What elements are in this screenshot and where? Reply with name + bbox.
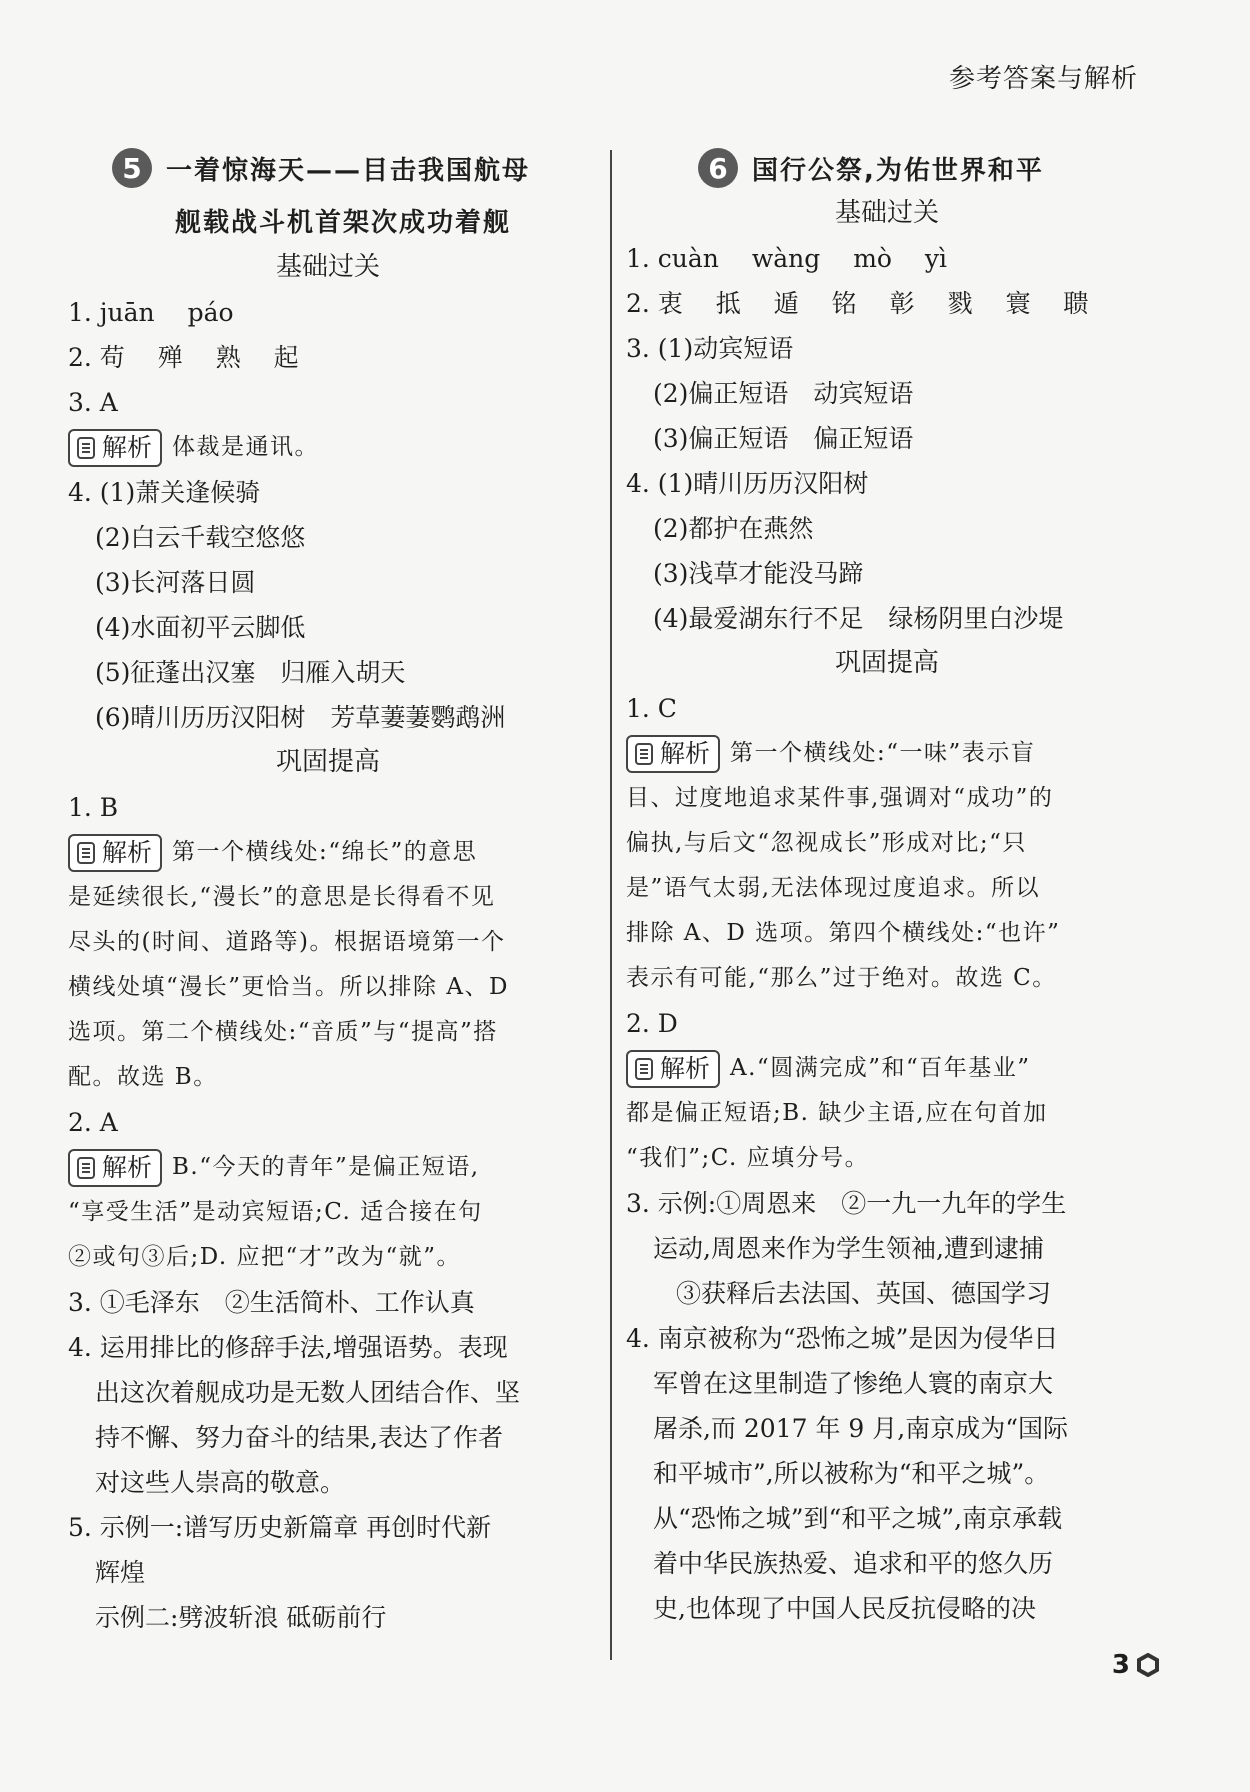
- explanation-line: “享受生活”是动宾短语;C. 适合接在句: [68, 1199, 483, 1225]
- answer-line: 2. 苟 殚 熟 起: [68, 343, 299, 372]
- left-column: [68, 145, 588, 1640]
- explanation-label: 解析: [102, 1153, 153, 1182]
- answer-line: 和平城市”,所以被称为“和平之城”。: [653, 1459, 1050, 1488]
- answer-line: (2)都护在燕然: [653, 514, 814, 543]
- answer-line: (6)晴川历历汉阳树 芳草萋萋鹦鹉洲: [95, 703, 506, 732]
- explanation-line: [68, 425, 588, 470]
- notepad-icon: [634, 1057, 654, 1081]
- answer-line: 史,也体现了中国人民反抗侵略的决: [653, 1594, 1036, 1623]
- answer-line: 3. 示例:①周恩来 ②一九一九年的学生: [626, 1189, 1067, 1218]
- explanation-text: 第一个横线处:“绵长”的意思: [172, 839, 478, 865]
- explanation-line: [68, 1145, 588, 1190]
- explanation-line: [626, 1046, 1148, 1091]
- explanation-line: [68, 830, 588, 875]
- page-header: 参考答案与解析: [948, 64, 1138, 94]
- explanation-label: 解析: [660, 1054, 711, 1083]
- answer-line: (5)征蓬出汉塞 归雁入胡天: [95, 658, 406, 687]
- explanation-line: 都是偏正短语;B. 缺少主语,应在句首加: [626, 1100, 1048, 1126]
- answer-line: 4. 南京被称为“恐怖之城”是因为侵华日: [626, 1324, 1059, 1353]
- explanation-line: “我们”;C. 应填分号。: [626, 1145, 870, 1171]
- lesson-number-badge: 5: [112, 148, 152, 188]
- section-heading-basic: 基础过关: [834, 198, 939, 228]
- explanation-tag: [68, 1149, 162, 1187]
- answer-line: 辉煌: [95, 1558, 146, 1587]
- column-divider: [610, 150, 612, 1660]
- explanation-line: 偏执,与后文“忽视成长”形成对比;“只: [626, 830, 1027, 856]
- page-number: [1112, 1650, 1160, 1680]
- answer-line: 4. 运用排比的修辞手法,增强语势。表现: [68, 1333, 508, 1362]
- answer-line: 1. cuàn wàng mò yì: [626, 244, 948, 273]
- answer-line: 军曾在这里制造了惨绝人寰的南京大: [653, 1369, 1054, 1398]
- explanation-line: 是”语气太弱,无法体现过度追求。所以: [626, 875, 1041, 901]
- answer-line: (4)水面初平云脚低: [95, 613, 306, 642]
- answer-line: ③获释后去法国、英国、德国学习: [676, 1279, 1052, 1308]
- answer-line: (3)浅草才能没马蹄: [653, 559, 864, 588]
- explanation-label: 解析: [102, 433, 153, 462]
- answer-line: 2. 衷 抵 遁 铭 彰 戮 寰 聩: [626, 289, 1089, 318]
- answer-line: 运动,周恩来作为学生领袖,遭到逮捕: [653, 1234, 1044, 1263]
- page-number-text: 3: [1111, 1650, 1130, 1680]
- explanation-line: 横线处填“漫长”更恰当。所以排除 A、D: [68, 974, 509, 1000]
- notepad-icon: [76, 1156, 96, 1180]
- answer-line: 4. (1)萧关逢候骑: [68, 478, 261, 507]
- answer-line: 着中华民族热爱、追求和平的悠久历: [653, 1549, 1054, 1578]
- answer-line: 从“恐怖之城”到“和平之城”,南京承载: [653, 1504, 1063, 1533]
- explanation-line: ②或句③后;D. 应把“才”改为“就”。: [68, 1244, 462, 1270]
- lesson-title-line1: 国行公祭,为佑世界和平: [752, 155, 1044, 186]
- section-heading-improve: 巩固提高: [275, 747, 380, 777]
- answer-line: (4)最爱湖东行不足 绿杨阴里白沙堤: [653, 604, 1064, 633]
- answer-line: 出这次着舰成功是无数人团结合作、坚: [95, 1378, 521, 1407]
- explanation-tag: [626, 735, 720, 773]
- explanation-line: [626, 731, 1148, 776]
- answer-line: 2. D: [626, 1009, 678, 1038]
- explanation-line: 排除 A、D 选项。第四个横线处:“也许”: [626, 920, 1061, 946]
- answer-line: (2)白云千载空悠悠: [95, 523, 306, 552]
- explanation-text: A.“圆满完成”和“百年基业”: [730, 1055, 1031, 1081]
- answer-line: 示例二:劈波斩浪 砥砺前行: [95, 1603, 387, 1632]
- answer-line: 4. (1)晴川历历汉阳树: [626, 469, 869, 498]
- answer-line: 持不懈、努力奋斗的结果,表达了作者: [95, 1423, 503, 1452]
- answer-line: 3. (1)动宾短语: [626, 334, 794, 363]
- explanation-line: 配。故选 B。: [68, 1064, 218, 1090]
- lesson-title-line1: 一着惊海天——目击我国航母: [166, 155, 531, 186]
- explanation-text: 第一个横线处:“一味”表示盲: [730, 740, 1036, 766]
- explanation-tag: [68, 834, 162, 872]
- notepad-icon: [76, 436, 96, 460]
- lesson-title-line2: 舰载战斗机首架次成功着舰: [174, 208, 511, 238]
- answer-line: 1. juān páo: [68, 298, 234, 327]
- explanation-tag: [626, 1050, 720, 1088]
- answer-line: 1. B: [68, 793, 119, 822]
- explanation-text: B.“今天的青年”是偏正短语,: [172, 1154, 480, 1180]
- answer-line: 3. A: [68, 388, 118, 417]
- explanation-line: 是延续很长,“漫长”的意思是长得看不见: [68, 884, 496, 910]
- lesson-title: [626, 145, 1148, 191]
- lesson-title: [68, 145, 588, 191]
- answer-line: 3. ①毛泽东 ②生活简朴、工作认真: [68, 1288, 475, 1317]
- explanation-text: 体裁是通讯。: [172, 434, 320, 460]
- answer-line: (3)长河落日圆: [95, 568, 256, 597]
- explanation-line: 尽头的(时间、道路等)。根据语境第一个: [68, 929, 506, 955]
- explanation-tag: [68, 429, 162, 467]
- answer-line: (3)偏正短语 偏正短语: [653, 424, 914, 453]
- section-heading-basic: 基础过关: [275, 252, 380, 282]
- explanation-line: 表示有可能,“那么”过于绝对。故选 C。: [626, 965, 1057, 991]
- explanation-label: 解析: [660, 739, 711, 768]
- answer-line: 对这些人崇高的敬意。: [95, 1468, 346, 1497]
- lesson-number-badge: 6: [698, 148, 738, 188]
- section-heading-improve: 巩固提高: [834, 648, 939, 678]
- answer-line: 屠杀,而 2017 年 9 月,南京成为“国际: [653, 1414, 1068, 1443]
- right-column: [626, 145, 1148, 1631]
- answer-line: 5. 示例一:谱写历史新篇章 再创时代新: [68, 1513, 492, 1542]
- answer-line: 1. C: [626, 694, 677, 723]
- notepad-icon: [76, 841, 96, 865]
- explanation-label: 解析: [102, 838, 153, 867]
- answer-line: 2. A: [68, 1108, 118, 1137]
- explanation-line: 目、过度地追求某件事,强调对“成功”的: [626, 785, 1054, 811]
- explanation-line: 选项。第二个横线处:“音质”与“提高”搭: [68, 1019, 498, 1045]
- hexagon-icon: [1136, 1653, 1160, 1677]
- notepad-icon: [634, 742, 654, 766]
- answer-line: (2)偏正短语 动宾短语: [653, 379, 914, 408]
